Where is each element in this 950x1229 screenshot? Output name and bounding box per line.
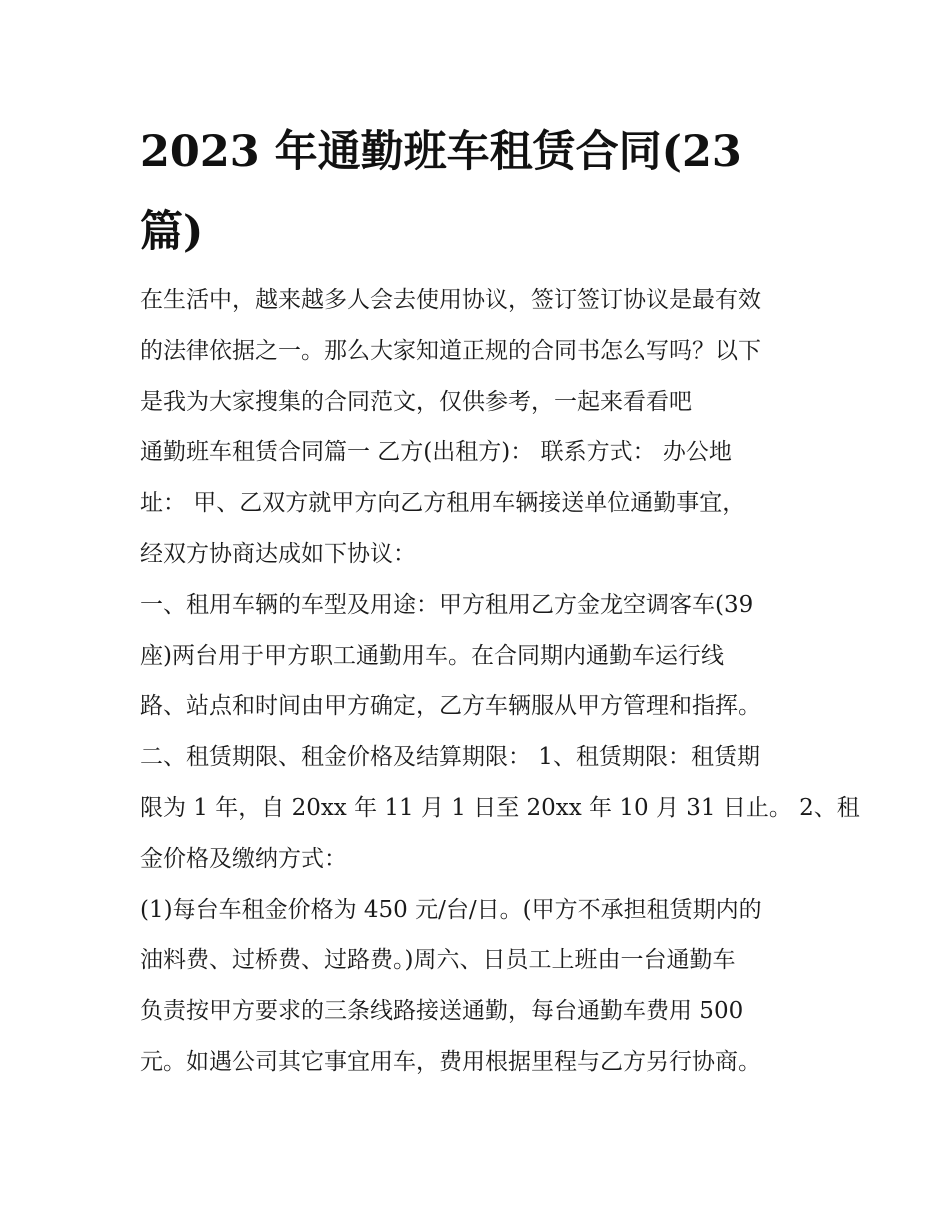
body-line: 路、站点和时间由甲方确定，乙方车辆服从甲方管理和指挥。 (140, 693, 761, 720)
body-line: 址： 甲、乙双方就甲方向乙方租用车辆接送单位通勤事宜， (140, 490, 746, 517)
body-paragraphs (140, 275, 860, 1088)
page-title (140, 112, 820, 272)
body-line: 限为 1 年，自 20xx 年 11 月 1 日至 20xx 年 10 月 31 日止。 2、租 (140, 794, 860, 821)
body-line: 的法律依据之一。那么大家知道正规的合同书怎么写吗？以下 (140, 337, 761, 364)
body-line: 通勤班车租赁合同篇一 乙方(出租方)： 联系方式： 办公地 (140, 439, 732, 466)
body-line: 元。如遇公司其它事宜用车，费用根据里程与乙方另行协商。 (140, 1048, 761, 1075)
body-line: 经双方协商达成如下协议： (140, 540, 416, 567)
body-line: 金价格及缴纳方式： (140, 845, 347, 872)
body-line: 是我为大家搜集的合同范文，仅供参考，一起来看看吧 (140, 388, 692, 415)
title-line: 2023 年通勤班车租赁合同(23 (140, 127, 742, 177)
title-line: 篇) (140, 207, 204, 257)
body-line: 负责按甲方要求的三条线路接送通勤，每台通勤车费用 500 (140, 998, 744, 1025)
body-line: 二、租赁期限、租金价格及结算期限： 1、租赁期限：租赁期 (140, 744, 760, 771)
body-line: 在生活中，越来越多人会去使用协议，签订签订协议是最有效 (140, 287, 761, 313)
body-line: (1)每台车租金价格为 450 元/台/日。(甲方不承担租赁期内的 (140, 896, 762, 923)
body-line: 油料费、过桥费、过路费。)周六、日员工上班由一台通勤车 (140, 947, 736, 974)
body-line: 一、租用车辆的车型及用途：甲方租用乙方金龙空调客车(39 (140, 591, 754, 618)
body-line: 座)两台用于甲方职工通勤用车。在合同期内通勤车运行线 (140, 642, 724, 669)
